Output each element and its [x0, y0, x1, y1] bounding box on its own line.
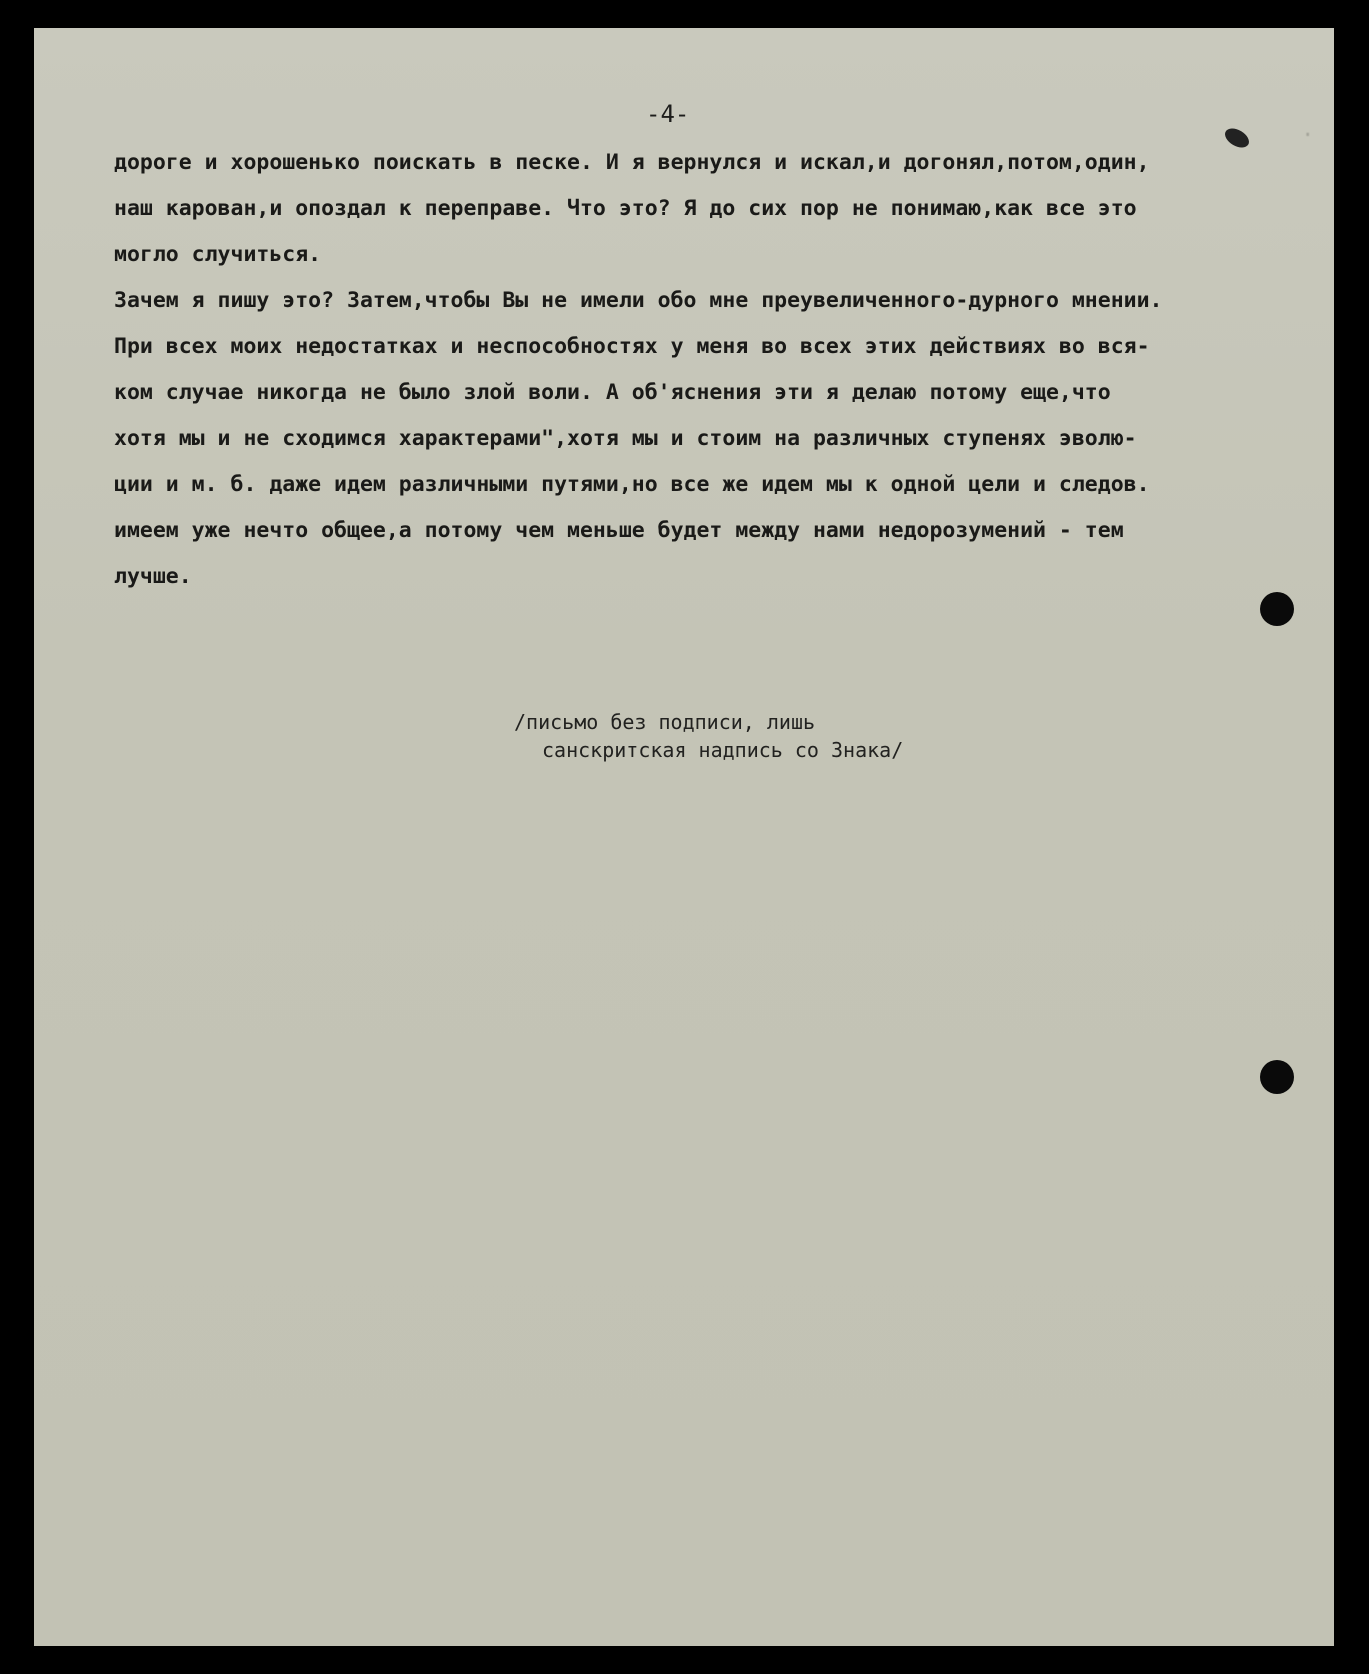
bleed-through-text: .	[1301, 117, 1314, 141]
text-line: хотя мы и не сходимся характерами",хотя мы и стоим на различных ступенях эволю-	[114, 426, 1137, 451]
document-page	[34, 28, 1334, 1646]
punch-hole	[1260, 592, 1294, 626]
note-line: санскритская надпись со Знака/	[542, 738, 904, 762]
letter-body	[114, 140, 1274, 600]
text-line: лучше.	[114, 564, 192, 589]
punch-hole	[1260, 1060, 1294, 1094]
text-line: имеем уже нечто общее,а потому чем меньше будет между нами недорозумений - тем	[114, 518, 1124, 543]
text-line: ции и м. б. даже идем различными путями,но все же идем мы к одной цели и следов.	[114, 472, 1150, 497]
text-line: При всех моих недостатках и неспособностях у меня во всех этих действиях во вся-	[114, 334, 1150, 359]
text-line: Зачем я пишу это? Затем,чтобы Вы не имели обо мне преувеличенного-дурного мнении.	[114, 288, 1163, 313]
text-line: дороге и хорошенько поискать в песке. И я вернулся и искал,и догонял,потом,один,	[114, 150, 1150, 175]
archival-note	[514, 708, 903, 764]
page-number: -4-	[646, 100, 690, 128]
text-line: ком случае никогда не было злой воли. А об'яснения эти я делаю потому еще,что	[114, 380, 1111, 405]
text-line: наш карован,и опоздал к переправе. Что это? Я до сих пор не понимаю,как все это	[114, 196, 1137, 221]
note-line: /письмо без подписи, лишь	[514, 710, 816, 734]
text-line: могло случиться.	[114, 242, 322, 267]
